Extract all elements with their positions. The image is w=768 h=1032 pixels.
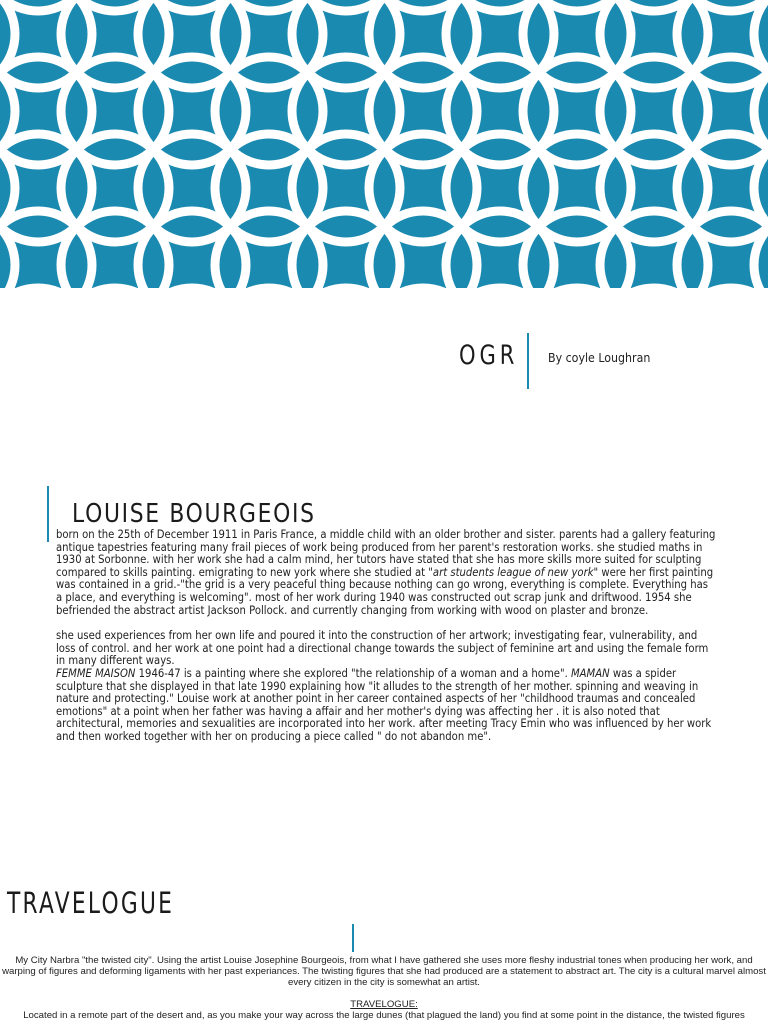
biography-paragraph bbox=[56, 667, 716, 743]
text-run: born on the 25th of December 1911 in Paris France, a middle child with an older brother and sister. parents had a gallery featuring antique tapestries featuring many frail pieces of work being produced from her parent's restoration works. she studied maths in 1930 at Sorbonne. with her work she had a calm mind, her tutors have stated that she has more skills more suited for sculpting compared to skills painting. emigrating to new york where she studied at " bbox=[56, 527, 716, 579]
travelogue-paragraph: Located in a remote part of the desert and, as you make your way across the large dunes (that plagued the land) you find at some point in the distance, the twisted figures bbox=[23, 1010, 745, 1021]
italic-run: MAMAN bbox=[570, 665, 610, 680]
biography-text bbox=[56, 528, 716, 743]
italic-run: FEMME MAISON bbox=[56, 665, 136, 680]
text-run: " were her first painting was contained in a grid.-"the grid is a very peaceful thing because nothing can go wrong, everything is complete. Everything has a place, and everything is welcoming". most of her work during 1940 was constructed out scrap junk and driftwood. 1954 she befriended the abstract artist Jackson Pollock. and currently changing from working with wood on plaster and bronze. bbox=[56, 564, 714, 617]
biography-paragraph: she used experiences from her own life and poured it into the construction of her artwork; investigating fear, vulnerability, and loss of control. and her work at one point had a directional change towards the subject of feminine art and using the female form in many different ways. bbox=[56, 628, 709, 668]
title-divider bbox=[527, 333, 529, 389]
author-byline: By coyle Loughran bbox=[548, 351, 651, 365]
travelogue-paragraph: My City Narbra "the twisted city". Using the artist Louise Josephine Bourgeois, from what I have gathered she uses more fleshy industrial tones when producing her work, and warping of figures and deforming ligaments with her past experiances. The twisting figures that she had produced are a statement to abstract art. The city is a cultural marvel almost every citizen in the city is somewhat an artist. bbox=[2, 955, 766, 988]
section-heading: TRAVELOGUE bbox=[7, 886, 175, 920]
interlocking-circles-pattern bbox=[0, 0, 768, 288]
biography-paragraph bbox=[56, 528, 716, 616]
pattern-banner bbox=[0, 0, 768, 288]
heading-accent-bar bbox=[47, 486, 49, 542]
text-run: 1946-47 is a painting where she explored "the relationship of a woman and a home". bbox=[135, 665, 571, 680]
heading-accent-bar bbox=[352, 924, 354, 952]
slide-title: OGR bbox=[459, 340, 519, 371]
travelogue-text bbox=[0, 955, 768, 1032]
text-run: was a spider sculpture that she displayed in that late 1990 explaining how "it alludes to the strength of her mother. spinning and weaving in nature and protecting." Louise work at another point in her career contained aspects of her "childhood traumas and concealed emotions" at a point when her father was having a affair and her mother's dying was affecting her . it is also noted that architectural, memories and sexualities are incorporated into her work. after meeting Tracy Emin who was influenced by her work and then worked together with her on producing a piece called " do not abandon me". bbox=[56, 665, 712, 743]
italic-run: art students league of new york bbox=[432, 564, 594, 579]
section-heading: LOUISE BOURGEOIS bbox=[72, 499, 316, 529]
travelogue-subheading: TRAVELOGUE: bbox=[350, 999, 418, 1010]
